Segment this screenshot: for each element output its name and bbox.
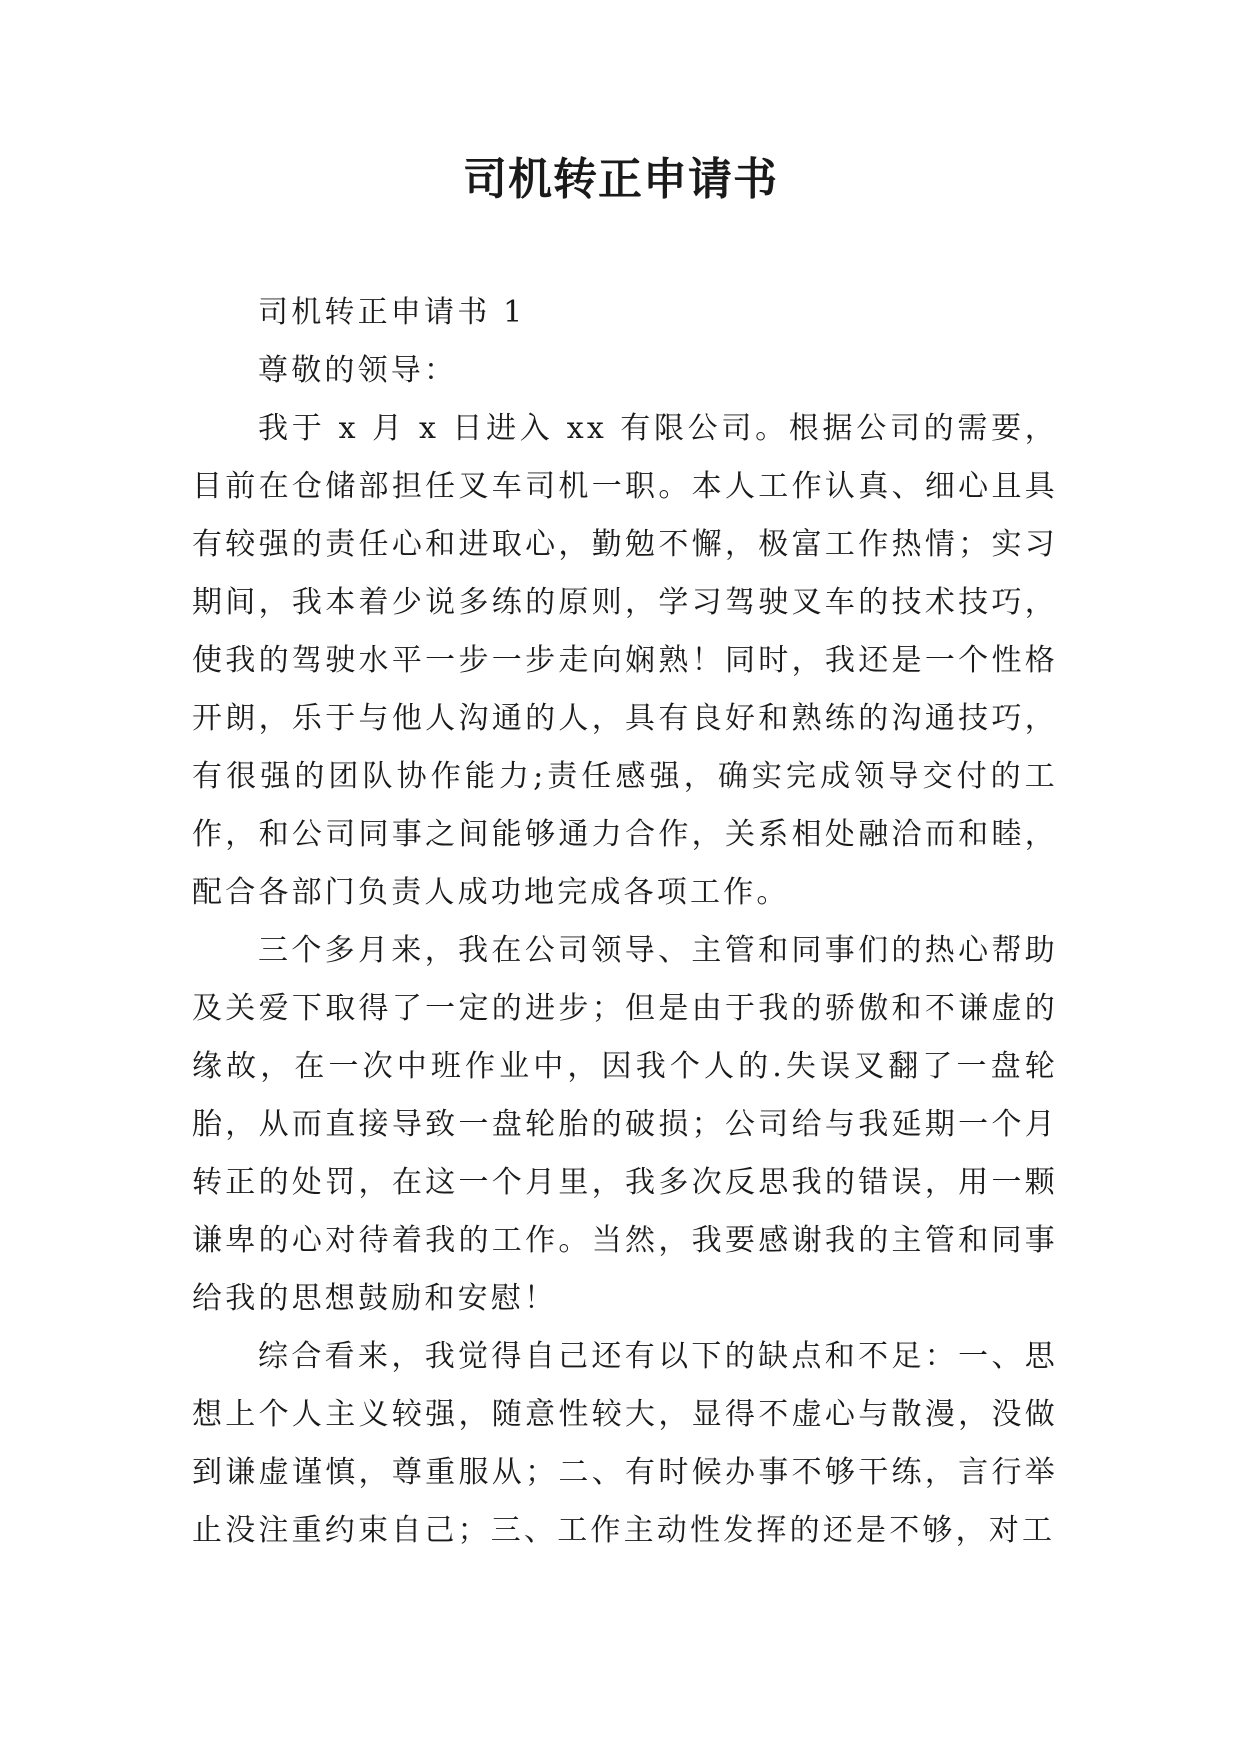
document-title: 司机转正申请书 xyxy=(463,154,778,205)
body-paragraph: 三个多月来，我在公司领导、主管和同事们的热心帮助及关爱下取得了一定的进步；但是由于我的骄傲和不谦虚的缘故，在一次中班作业中，因我个人的.失误叉翻了一盘轮胎，从而直接导致一盘轮胎的破损；公司给与我延期一个月转正的处罚，在这一个月里，我多次反思我的错误，用一颗谦卑的心对待着我的工作。当然，我要感谢我的主管和同事给我的思想鼓励和安慰！ xyxy=(192,933,1058,1316)
subtitle-paragraph: 司机转正申请书 1 xyxy=(258,295,526,330)
salutation-paragraph: 尊敬的领导： xyxy=(258,353,458,388)
body-paragraph: 综合看来，我觉得自己还有以下的缺点和不足：一、思想上个人主义较强，随意性较大，显得不虚心与散漫，没做到谦虚谨慎，尊重服从；二、有时候办事不够干练，言行举止没注重约束自己；三、工作主动性发挥的还是不够，对工 xyxy=(192,1339,1058,1548)
body-paragraph: 我于 x 月 x 日进入 xx 有限公司。根据公司的需要，目前在仓储部担任叉车司机一职。本人工作认真、细心且具有较强的责任心和进取心，勤勉不懈，极富工作热情；实习期间，我本着少说多练的原则，学习驾驶叉车的技术技巧，使我的驾驶水平一步一步走向娴熟！同时，我还是一个性格开朗，乐于与他人沟通的人，具有良好和熟练的沟通技巧，有很强的团队协作能力;责任感强，确实完成领导交付的工作，和公司同事之间能够通力合作，关系相处融洽而和睦，配合各部门负责人成功地完成各项工作。 xyxy=(192,411,1058,910)
document-body xyxy=(192,284,1058,1560)
